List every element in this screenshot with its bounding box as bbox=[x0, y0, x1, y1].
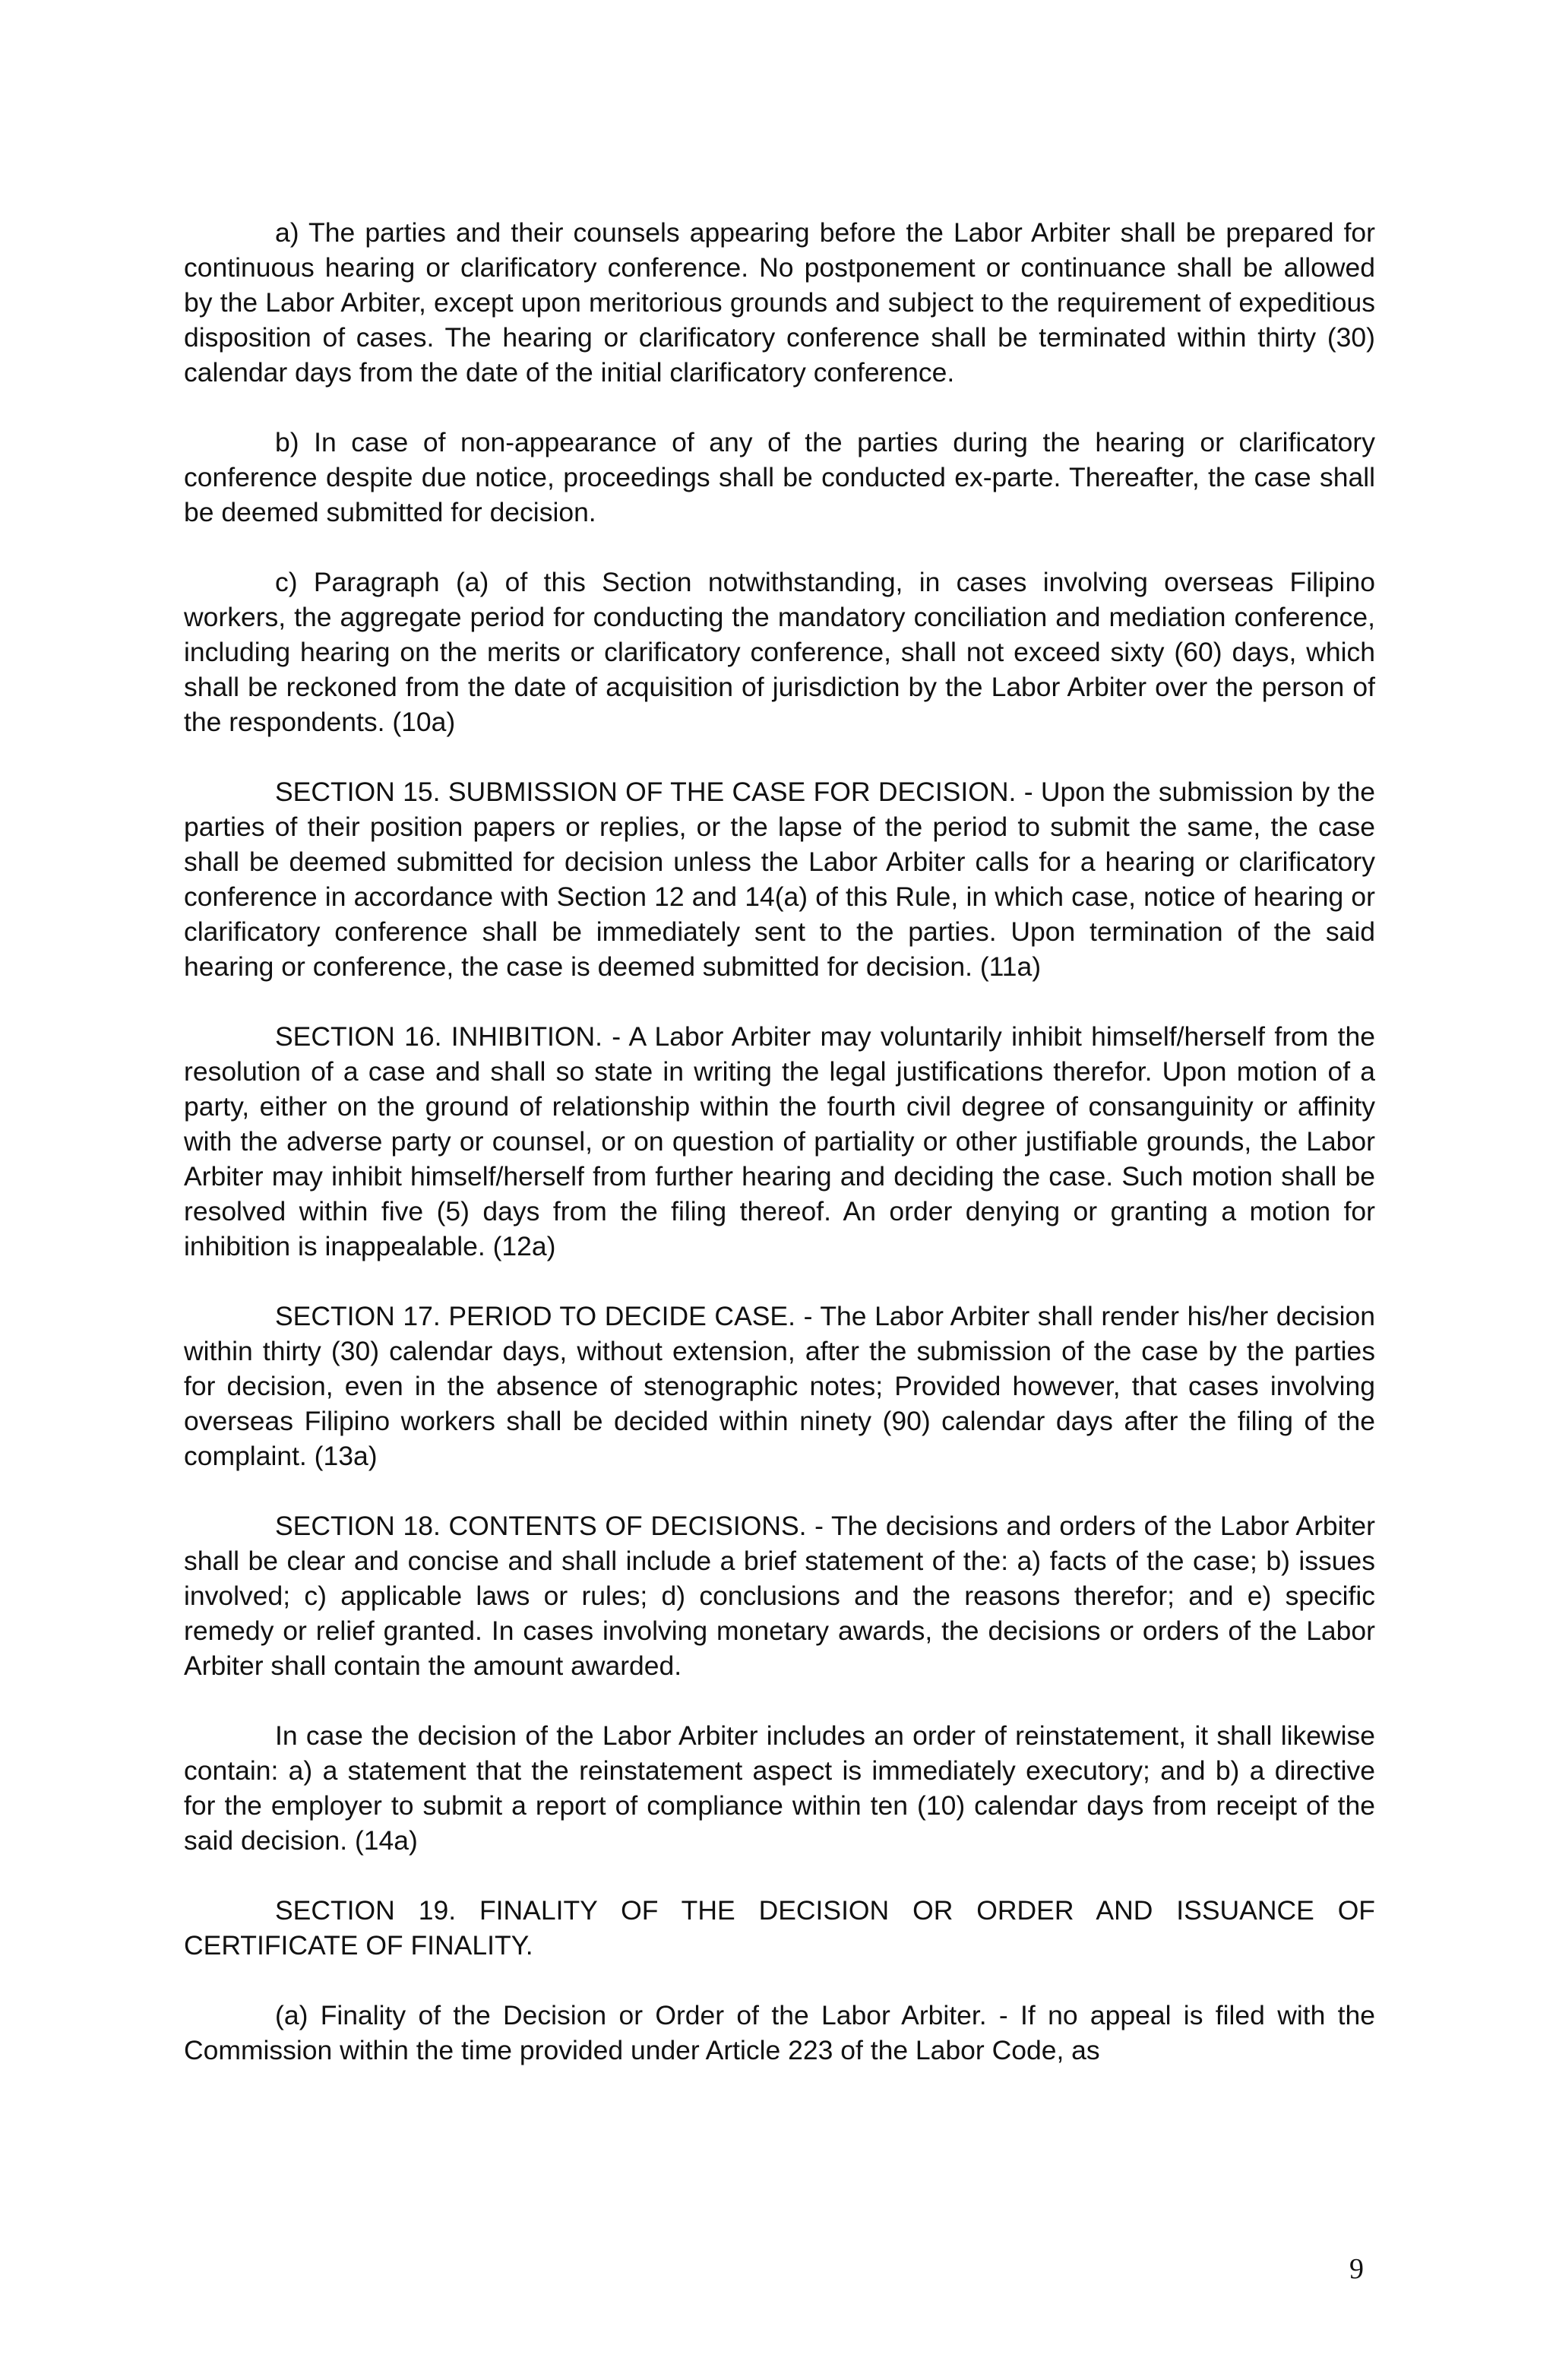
section-17-period-to-decide: SECTION 17. PERIOD TO DECIDE CASE. - The Labor Arbiter shall render his/her decision within thirty (30) calendar days, without extension, after the submission of the case by the parties for decision, even in the absence of stenographic notes; Provided however, that cases involving overseas Filipino workers shall be decided within ninety (90) calendar days after the filing of the complaint. (13a) bbox=[184, 1301, 1375, 1471]
page-number: 9 bbox=[1349, 2253, 1364, 2285]
section-19a-paragraph: (a) Finality of the Decision or Order of the Labor Arbiter. - If no appeal is filed with the Commission within the time provided under Article 223 of the Labor Code, as bbox=[184, 2000, 1375, 2065]
document-page bbox=[184, 215, 1375, 2068]
paragraph-14b: b) In case of non-appearance of any of the parties during the hearing or clarificatory conference despite due notice, proceedings shall be conducted ex-parte. Thereafter, the case shall be deemed submitted for decision. bbox=[184, 427, 1375, 527]
paragraph-14c: c) Paragraph (a) of this Section notwithstanding, in cases involving overseas Filipino workers, the aggregate period for conducting the mandatory conciliation and mediation conference, including hearing on the merits or clarificatory conference, shall not exceed sixty (60) days, which shall be reckoned from the date of acquisition of jurisdiction by the Labor Arbiter over the person of the respondents. (10a) bbox=[184, 567, 1375, 737]
section-15-submission: SECTION 15. SUBMISSION OF THE CASE FOR DECISION. - Upon the submission by the parties of their position papers or replies, or the lapse of the period to submit the same, the case shall be deemed submitted for decision unless the Labor Arbiter calls for a hearing or clarificatory conference in accordance with Section 12 and 14(a) of this Rule, in which case, notice of hearing or clarificatory conference shall be immediately sent to the parties. Upon termination of the said hearing or conference, the case is deemed submitted for decision. (11a) bbox=[184, 777, 1375, 982]
section-19-heading: SECTION 19. FINALITY OF THE DECISION OR ORDER AND ISSUANCE OF CERTIFICATE OF FINALITY. bbox=[184, 1895, 1375, 1961]
paragraph-14a: a) The parties and their counsels appearing before the Labor Arbiter shall be prepared for continuous hearing or clarificatory conference. No postponement or continuance shall be allowed by the Labor Arbiter, except upon meritorious grounds and subject to the requirement of expeditious disposition of cases. The hearing or clarificatory conference shall be terminated within thirty (30) calendar days from the date of the initial clarificatory conference. bbox=[184, 217, 1375, 388]
section-16-inhibition: SECTION 16. INHIBITION. - A Labor Arbiter may voluntarily inhibit himself/herself from the resolution of a case and shall so state in writing the legal justifications therefor. Upon motion of a party, either on the ground of relationship within the fourth civil degree of consanguinity or affinity with the adverse party or counsel, or on question of partiality or other justifiable grounds, the Labor Arbiter may inhibit himself/herself from further hearing and deciding the case. Such motion shall be resolved within five (5) days from the filing thereof. An order denying or granting a motion for inhibition is inappealable. (12a) bbox=[184, 1021, 1375, 1261]
section-18-contents-of-decisions: SECTION 18. CONTENTS OF DECISIONS. - The decisions and orders of the Labor Arbiter shall be clear and concise and shall include a brief statement of the: a) facts of the case; b) issues involved; c) applicable laws or rules; d) conclusions and the reasons therefor; and e) specific remedy or relief granted. In cases involving monetary awards, the decisions or orders of the Labor Arbiter shall contain the amount awarded. bbox=[184, 1511, 1375, 1681]
section-18-reinstatement-paragraph: In case the decision of the Labor Arbiter includes an order of reinstatement, it shall likewise contain: a) a statement that the reinstatement aspect is immediately executory; and b) a directive for the employer to submit a report of compliance within ten (10) calendar days from receipt of the said decision. (14a) bbox=[184, 1720, 1375, 1856]
